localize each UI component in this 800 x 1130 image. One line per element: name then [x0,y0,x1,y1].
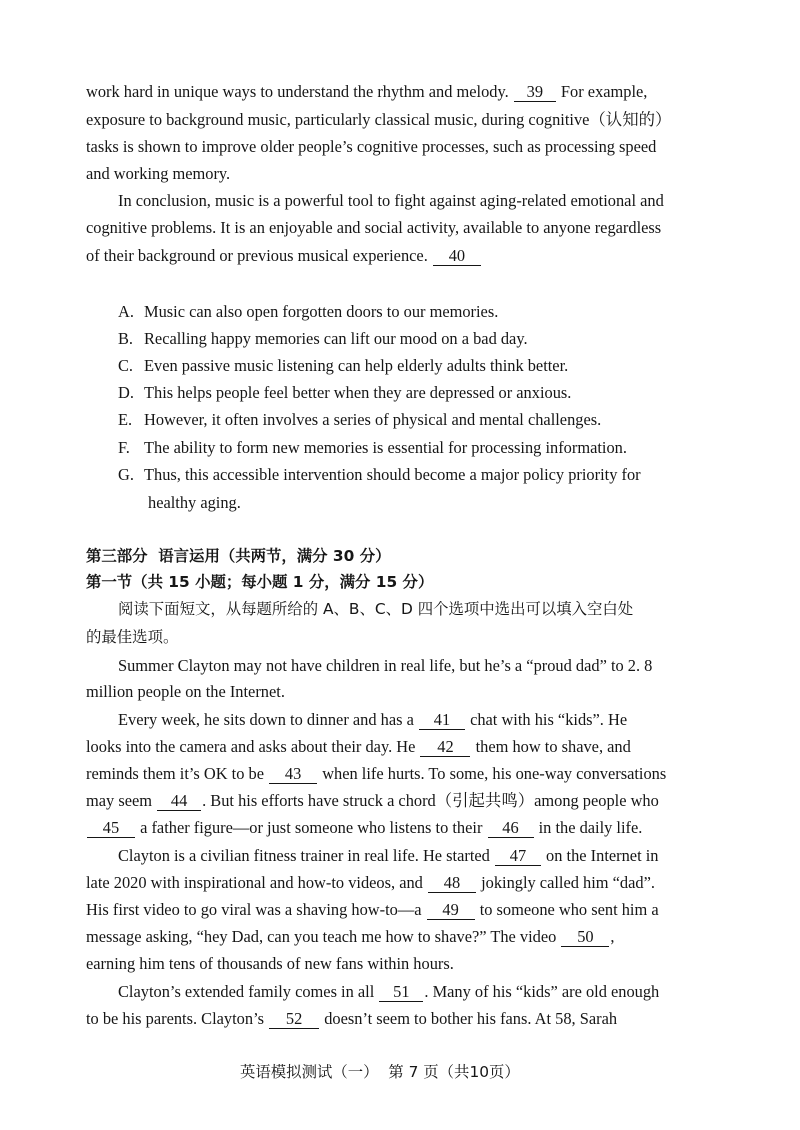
text-segment: to be his parents. Clayton’s [86,1009,269,1028]
option-letter: D. [118,383,134,402]
passage-line [86,246,482,266]
option-text: The ability to form new memories is essential for processing information. [144,438,627,457]
blank-45[interactable]: 45 [87,819,135,838]
text-segment: to someone who sent him a [475,900,659,919]
text-segment: For example, [556,82,648,101]
text-segment: earning him tens of thousands of new fans within hours. [86,954,454,973]
cloze-line [86,873,655,893]
option-c [118,356,568,376]
text-segment: work hard in unique ways to understand the rhythm and melody. [86,82,513,101]
instruction-text: 阅读下面短文，从每题所给的 A、B、C、D 四个选项中选出可以填入空白处 [118,600,634,618]
option-b [118,329,528,349]
passage-line [86,164,230,184]
text-segment: Summer Clayton may not have children in real life, but he’s a “proud dad” to 2. 8 [118,656,653,675]
subsection-title-text: 第一节（共 15 小题；每小题 1 分，满分 15 分） [86,573,434,591]
text-segment: cognitive problems. It is an enjoyable and social activity, available to anyone regardless [86,218,662,237]
text-segment: chat with his “kids”. He [465,710,628,729]
text-segment: jokingly called him “dad”. [476,873,655,892]
option-text: This helps people feel better when they are depressed or anxious. [144,383,572,402]
text-segment: in the daily life. [534,818,643,837]
option-text: healthy aging. [148,493,241,512]
cloze-line [86,927,615,947]
option-a [118,302,498,322]
option-text: Music can also open forgotten doors to our memories. [144,302,499,321]
option-g-continuation [148,493,241,513]
blank-39[interactable]: 39 [514,83,556,102]
section-title-text: 第三部分 语言运用（共两节，满分 30 分） [86,547,391,565]
passage-line [86,110,671,130]
blank-49[interactable]: 49 [427,901,475,920]
text-segment: message asking, “hey Dad, can you teach me how to shave?” The video [86,927,561,946]
blank-51[interactable]: 51 [379,983,423,1002]
cloze-line [118,982,659,1002]
text-segment: on the Internet in [541,846,659,865]
option-letter: E. [118,410,133,429]
cloze-line [86,764,666,784]
text-segment: Every week, he sits down to dinner and has a [118,710,418,729]
passage-line [86,137,656,157]
option-text: However, it often involves a series of physical and mental challenges. [144,410,602,429]
option-letter: A. [118,302,134,321]
option-text: Recalling happy memories can lift our mood on a bad day. [144,329,528,348]
blank-46[interactable]: 46 [488,819,534,838]
page-footer [240,1062,520,1082]
text-segment: His first video to go viral was a shaving how-to—a [86,900,426,919]
cloze-line [118,656,652,676]
subsection-title [86,572,433,592]
blank-50[interactable]: 50 [561,928,609,947]
option-g [118,465,641,485]
option-letter: C. [118,356,134,375]
instruction [86,627,178,647]
text-segment: a father figure—or just someone who listens to their [136,818,487,837]
text-segment: Clayton is a civilian fitness trainer in real life. He started [118,846,494,865]
blank-41[interactable]: 41 [419,711,465,730]
blank-40[interactable]: 40 [433,247,481,266]
text-segment: tasks is shown to improve older people’s cognitive processes, such as processing speed [86,137,657,156]
text-segment: late 2020 with inspirational and how-to videos, and [86,873,427,892]
cloze-line [118,710,627,730]
option-d [118,383,571,403]
text-segment: of their background or previous musical experience. [86,246,432,265]
blank-47[interactable]: 47 [495,847,541,866]
section-title [86,546,391,566]
text-segment: , [610,927,615,946]
text-segment: them how to shave, and [471,737,631,756]
footer-text: 英语模拟测试（一） 第 7 页（共10页） [240,1063,520,1081]
cloze-line [86,818,642,838]
cloze-line [86,737,631,757]
passage-line [118,191,664,211]
text-segment: exposure to background music, particularly classical music, during cognitive（认知的） [86,110,672,129]
text-segment: when life hurts. To some, his one-way conversations [318,764,667,783]
text-segment: looks into the camera and asks about their day. He [86,737,420,756]
cloze-line [86,1009,617,1029]
cloze-line [86,900,659,920]
text-segment: . Many of his “kids” are old enough [424,982,660,1001]
text-segment: Clayton’s extended family comes in all [118,982,379,1001]
option-letter: G. [118,465,134,484]
text-segment: million people on the Internet. [86,682,285,701]
option-text: Thus, this accessible intervention should become a major policy priority for [144,465,641,484]
cloze-line [86,954,454,974]
option-letter: B. [118,329,134,348]
cloze-line [86,682,285,702]
text-segment: In conclusion, music is a powerful tool to fight against aging-related emotional and [118,191,664,210]
blank-48[interactable]: 48 [428,874,476,893]
cloze-line [86,791,659,811]
blank-44[interactable]: 44 [157,792,201,811]
text-segment: doesn’t seem to bother his fans. At 58, Sarah [320,1009,618,1028]
blank-43[interactable]: 43 [269,765,317,784]
text-segment: . But his efforts have struck a chord（引起共鸣）among people who [202,791,659,810]
cloze-line [118,846,658,866]
blank-52[interactable]: 52 [269,1010,319,1029]
instruction [118,599,633,619]
instruction-text: 的最佳选项。 [86,628,179,646]
blank-42[interactable]: 42 [420,738,470,757]
option-f [118,438,627,458]
text-segment: reminds them it’s OK to be [86,764,269,783]
option-letter: F. [118,438,130,457]
text-segment: may seem [86,791,157,810]
text-segment: and working memory. [86,164,231,183]
option-text: Even passive music listening can help elderly adults think better. [144,356,569,375]
passage-line [86,218,661,238]
passage-line [86,82,647,102]
option-e [118,410,601,430]
